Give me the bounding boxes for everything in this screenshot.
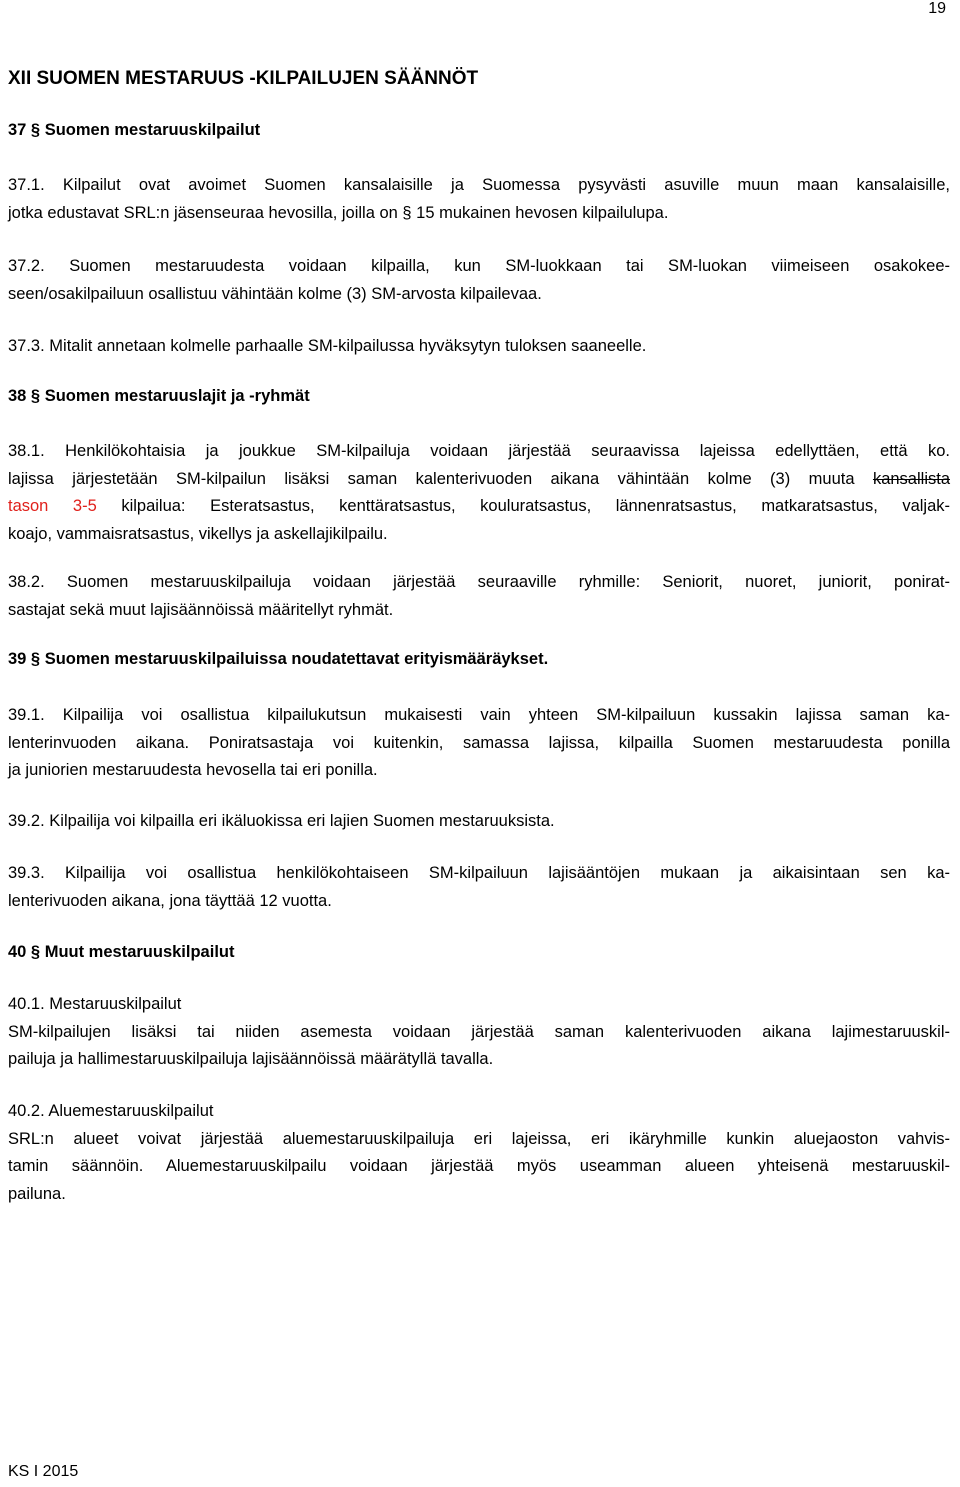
text-segment: kilpailua: Esteratsastus, kenttäratsastus, kouluratsastus, lännenratsastus, matkaratsastus, valjak-: [96, 497, 951, 515]
revision-red-text: tason 3-5: [8, 497, 97, 515]
text-line: SM-kilpailujen lisäksi tai niiden asemesta voidaan järjestää saman kalenterivuoden aikana lajimestaruuskil-: [8, 1022, 950, 1041]
paragraph-39-2: [8, 808, 950, 836]
text-line: [8, 493, 950, 521]
text-line: 38.1. Henkilökohtaisia ja joukkue SM-kilpailuja voidaan järjestää seuraavissa lajeissa edellyttäen, että ko.: [8, 442, 950, 460]
paragraph-37-2: [8, 253, 950, 308]
text-line: koajo, vammaisratsastus, vikellys ja askellajikilpailu.: [8, 524, 388, 543]
section-heading-37: 37 § Suomen mestaruuskilpailut: [8, 121, 261, 139]
paragraph-39-1: [8, 702, 950, 785]
text-line: pailuna.: [8, 1184, 66, 1203]
text-line: sastajat sekä muut lajisäännöissä määritellyt ryhmät.: [8, 600, 394, 619]
text-line: 37.1. Kilpailut ovat avoimet Suomen kansalaisille ja Suomessa pysyvästi asuville muun maan kansalaisille,: [8, 176, 950, 194]
text-segment: lajissa järjestetään SM-kilpailun lisäksi saman kalenterivuoden aikana vähintään kolme (3) muuta: [8, 469, 873, 488]
text-line: 39.1. Kilpailija voi osallistua kilpailukutsun mukaisesti vain yhteen SM-kilpailuun kussakin lajissa saman ka-: [8, 706, 950, 724]
section-heading-39: 39 § Suomen mestaruuskilpailuissa noudatettavat erityismääräykset.: [8, 650, 549, 668]
text-line: 39.3. Kilpailija voi osallistua henkilökohtaiseen SM-kilpailuun lajisääntöjen mukaan ja aikaisintaan sen ka-: [8, 864, 950, 882]
text-line: lenterinvuoden aikana. Poniratsastaja voi kuitenkin, samassa lajissa, kilpailla Suomen mestaruudesta ponilla: [8, 733, 950, 752]
text-line: 37.3. Mitalit annetaan kolmelle parhaalle SM-kilpailussa hyväksytyn tuloksen saaneelle.: [8, 337, 647, 355]
text-line: ja juniorien mestaruudesta hevosella tai eri ponilla.: [8, 761, 378, 779]
text-line: 37.2. Suomen mestaruudesta voidaan kilpailla, kun SM-luokkaan tai SM-luokan viimeiseen osakokee-: [8, 257, 950, 275]
paragraph-37-1: [8, 172, 950, 227]
text-line: jotka edustavat SRL:n jäsenseuraa hevosilla, joilla on § 15 mukainen hevosen kilpailulupa.: [8, 203, 669, 222]
paragraph-40-2: [8, 1098, 950, 1208]
text-line: 40.1. Mestaruuskilpailut: [8, 995, 182, 1013]
paragraph-37-3: [8, 333, 950, 361]
text-line: seen/osakilpailuun osallistuu vähintään kolme (3) SM-arvosta kilpailevaa.: [8, 284, 542, 303]
text-line: pailuja ja hallimestaruuskilpailuja lajisäännöissä määrätyllä tavalla.: [8, 1050, 494, 1068]
struck-text: kansallista: [872, 469, 950, 488]
paragraph-40-1: [8, 991, 950, 1074]
paragraph-38-2: [8, 569, 950, 624]
text-line: 40.2. Aluemestaruuskilpailut: [8, 1102, 214, 1120]
chapter-heading: XII SUOMEN MESTARUUS -KILPAILUJEN SÄÄNNÖT: [8, 68, 479, 89]
text-line: [8, 466, 950, 494]
text-line: tamin säännöin. Aluemestaruuskilpailu voidaan järjestää myös useamman alueen yhteisenä mestaruuskil-: [8, 1157, 950, 1175]
paragraph-38-1: [8, 438, 950, 548]
text-line: 38.2. Suomen mestaruuskilpailuja voidaan järjestää seuraaville ryhmille: Seniorit, nuoret, juniorit, ponirat-: [8, 573, 950, 591]
text-line: 39.2. Kilpailija voi kilpailla eri ikäluokissa eri lajien Suomen mestaruuksista.: [8, 812, 555, 830]
section-heading-40: 40 § Muut mestaruuskilpailut: [8, 943, 235, 961]
footer-label: KS I 2015: [8, 1463, 79, 1480]
page-number: 19: [928, 0, 946, 17]
section-heading-38: 38 § Suomen mestaruuslajit ja -ryhmät: [8, 387, 310, 405]
paragraph-39-3: [8, 860, 950, 915]
text-line: lenterivuoden aikana, jona täyttää 12 vuotta.: [8, 891, 332, 910]
text-line: SRL:n alueet voivat järjestää aluemestaruuskilpailuja eri lajeissa, eri ikäryhmille kunkin aluejaoston vahvis-: [8, 1129, 950, 1148]
